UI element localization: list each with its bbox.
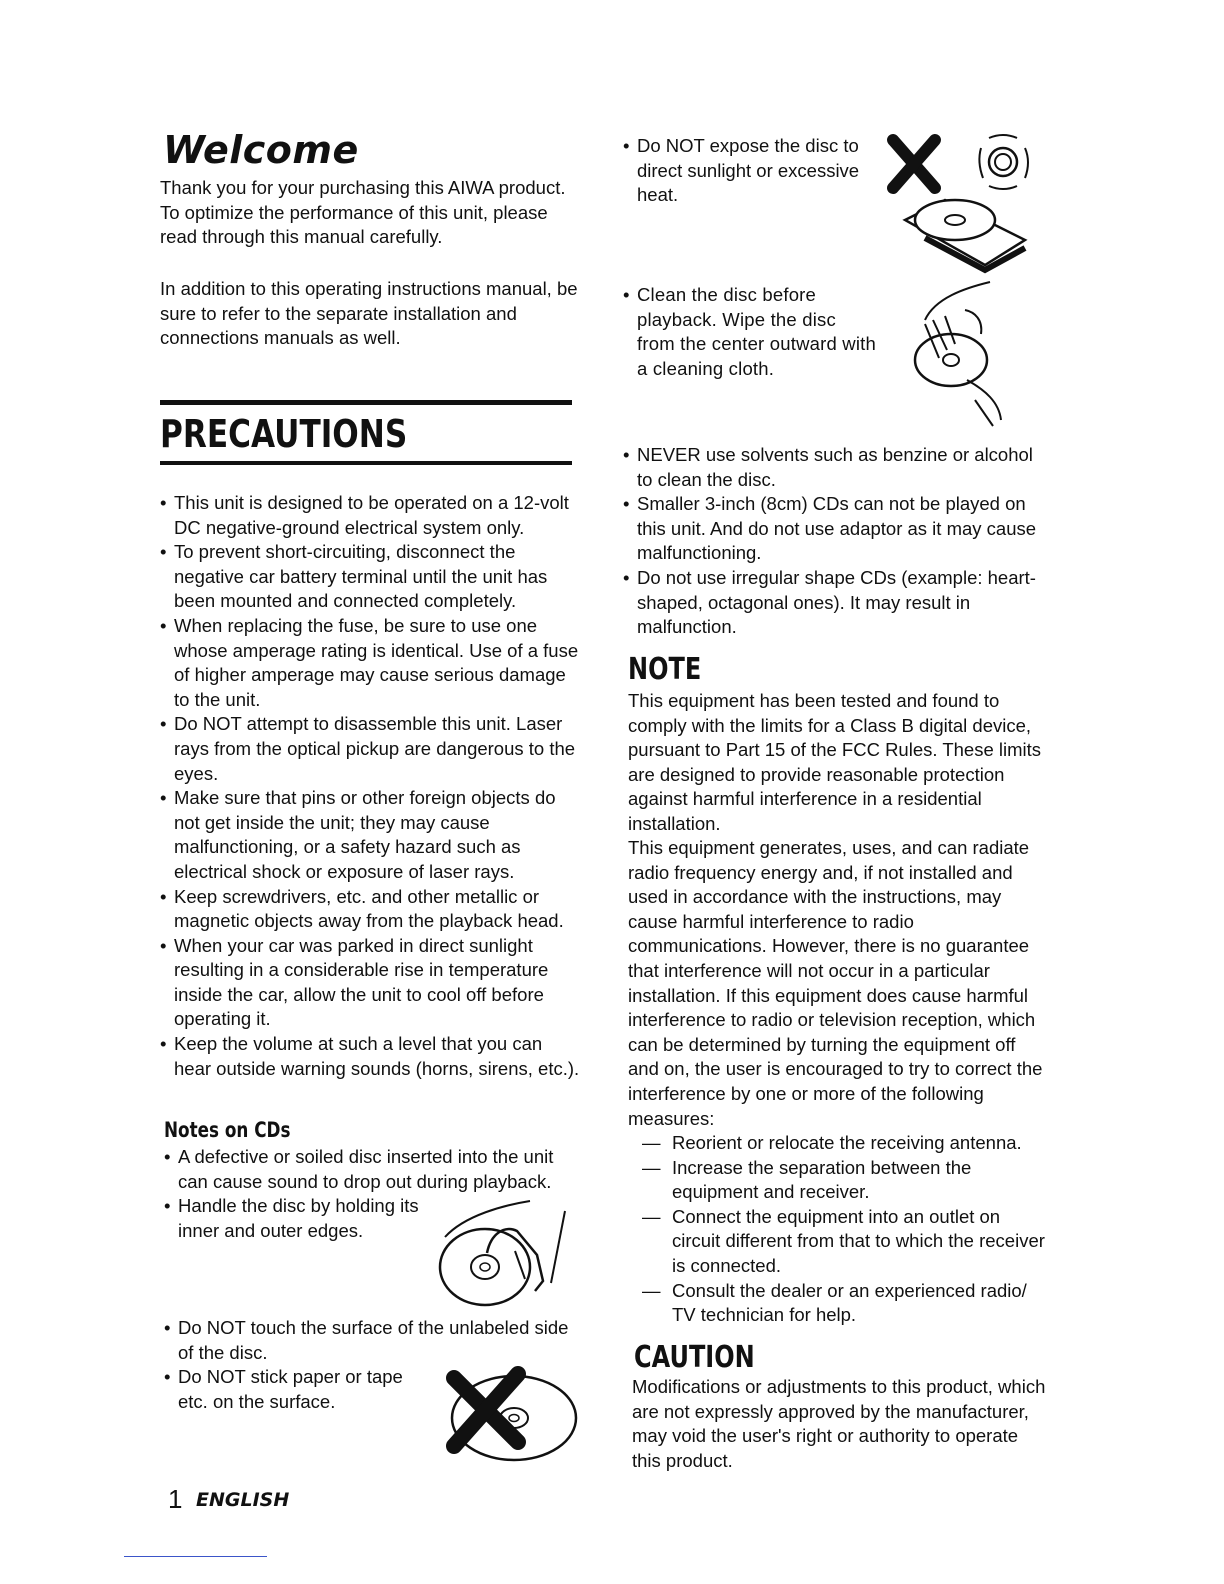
- welcome-paragraph-1: Thank you for your purchasing this AIWA product. To optimize the performance of this unit, please read through this manual carefully.: [160, 177, 566, 248]
- caution-paragraph: Modifications or adjustments to this product, which are not expressly approved by the manufacturer, may void the user's right or authority to operate this product.: [632, 1376, 1046, 1471]
- no-sunlight-heat-icon: [885, 130, 1045, 275]
- precautions-bottom-rule: [160, 461, 572, 465]
- precautions-list: [160, 491, 580, 1081]
- cd-note-item: • Do NOT touch the surface of the unlabeled side of the disc.: [164, 1316, 584, 1365]
- precaution-item: • Do NOT attempt to disassemble this unit. Laser rays from the optical pickup are dangerous to the eyes.: [160, 712, 580, 786]
- cd-note-item: • A defective or soiled disc inserted into the unit can cause sound to drop out during playback.: [164, 1145, 580, 1194]
- welcome-title: Welcome: [163, 128, 359, 172]
- notes-on-cds-heading: Notes on CDs: [164, 1118, 291, 1142]
- note-heading: NOTE: [628, 652, 702, 687]
- disc-handling-list: [623, 443, 1047, 640]
- hand-holding-disc-icon: [425, 1195, 575, 1315]
- precaution-item: • Make sure that pins or other foreign objects do not get inside the unit; they may cause malfunctioning, or a safety hazard such as electrical shock or exposure of laser rays.: [160, 786, 580, 884]
- precaution-item: • Keep screwdrivers, etc. and other metallic or magnetic objects away from the playback head.: [160, 885, 580, 934]
- no-tape-on-disc-icon: [436, 1360, 584, 1470]
- cd-note-item: • Do not use irregular shape CDs (example: heart-shaped, octagonal ones). It may result in malfunction.: [623, 566, 1047, 640]
- sunlight-note: [623, 134, 873, 208]
- notes-on-cds-tape: [164, 1365, 424, 1414]
- welcome-paragraph-2: In addition to this operating instructions manual, be sure to refer to the separate installation and connections manuals as well.: [160, 278, 578, 349]
- interference-measures-list: [628, 1131, 1046, 1328]
- measure-item: — Consult the dealer or an experienced radio/ TV technician for help.: [628, 1279, 1046, 1328]
- notes-on-cds-handle: [164, 1194, 424, 1243]
- cd-note-item: • Handle the disc by holding its inner and outer edges.: [164, 1194, 424, 1243]
- measure-item: — Increase the separation between the equipment and receiver.: [628, 1156, 1046, 1205]
- note-paragraph-2: This equipment generates, uses, and can radiate radio frequency energy and, if not installed and used in accordance with the instructions, may cause harmful interference to radio communications. However, there is no guarantee that interference will not occur in a particular installation. If this equipment does cause harmful interference to radio or television reception, which can be determined by turning the equipment off and on, the user is encouraged to try to correct the interference by one or more of the following measures:: [628, 837, 1043, 1129]
- precautions-title: PRECAUTIONS: [160, 412, 408, 456]
- page-language: ENGLISH: [196, 1489, 290, 1511]
- cd-note-item: • Clean the disc before playback. Wipe the disc from the center outward with a cleaning cloth.: [623, 283, 878, 381]
- cd-note-item: • Smaller 3-inch (8cm) CDs can not be played on this unit. And do not use adaptor as it may cause malfunctioning.: [623, 492, 1047, 566]
- cd-note-item: • NEVER use solvents such as benzine or alcohol to clean the disc.: [623, 443, 1047, 492]
- cleaning-disc-hand-icon: [905, 280, 1015, 430]
- caution-heading: CAUTION: [634, 1340, 755, 1375]
- note-paragraph-1: This equipment has been tested and found to comply with the limits for a Class B digital device, pursuant to Part 15 of the FCC Rules. These limits are designed to provide reasonable protection against harmful interference in a residential installation.: [628, 690, 1042, 834]
- cd-note-item: • Do NOT expose the disc to direct sunlight or excessive heat.: [623, 134, 873, 208]
- precaution-item: • Keep the volume at such a level that you can hear outside warning sounds (horns, sirens, etc.).: [160, 1032, 580, 1081]
- precaution-item: • When replacing the fuse, be sure to use one whose amperage rating is identical. Use of a fuse of higher amperage may cause serious damage to the unit.: [160, 614, 580, 712]
- notes-on-cds-list: [164, 1145, 580, 1194]
- precaution-item: • When your car was parked in direct sunlight resulting in a considerable rise in temperature inside the car, allow the unit to cool off before operating it.: [160, 934, 580, 1032]
- clean-disc-note: [623, 283, 878, 381]
- measure-item: — Connect the equipment into an outlet on circuit different from that to which the receiver is connected.: [628, 1205, 1046, 1279]
- page-edge-line: [124, 1556, 267, 1557]
- measure-item: — Reorient or relocate the receiving antenna.: [628, 1131, 1046, 1156]
- notes-on-cds-touch: [164, 1316, 584, 1365]
- precautions-top-rule: [160, 400, 572, 405]
- precaution-item: • To prevent short-circuiting, disconnect the negative car battery terminal until the unit has been mounted and connected completely.: [160, 540, 580, 614]
- page-number: 1: [168, 1484, 183, 1514]
- precaution-item: • This unit is designed to be operated on a 12-volt DC negative-ground electrical system only.: [160, 491, 580, 540]
- cd-note-item: • Do NOT stick paper or tape etc. on the surface.: [164, 1365, 424, 1414]
